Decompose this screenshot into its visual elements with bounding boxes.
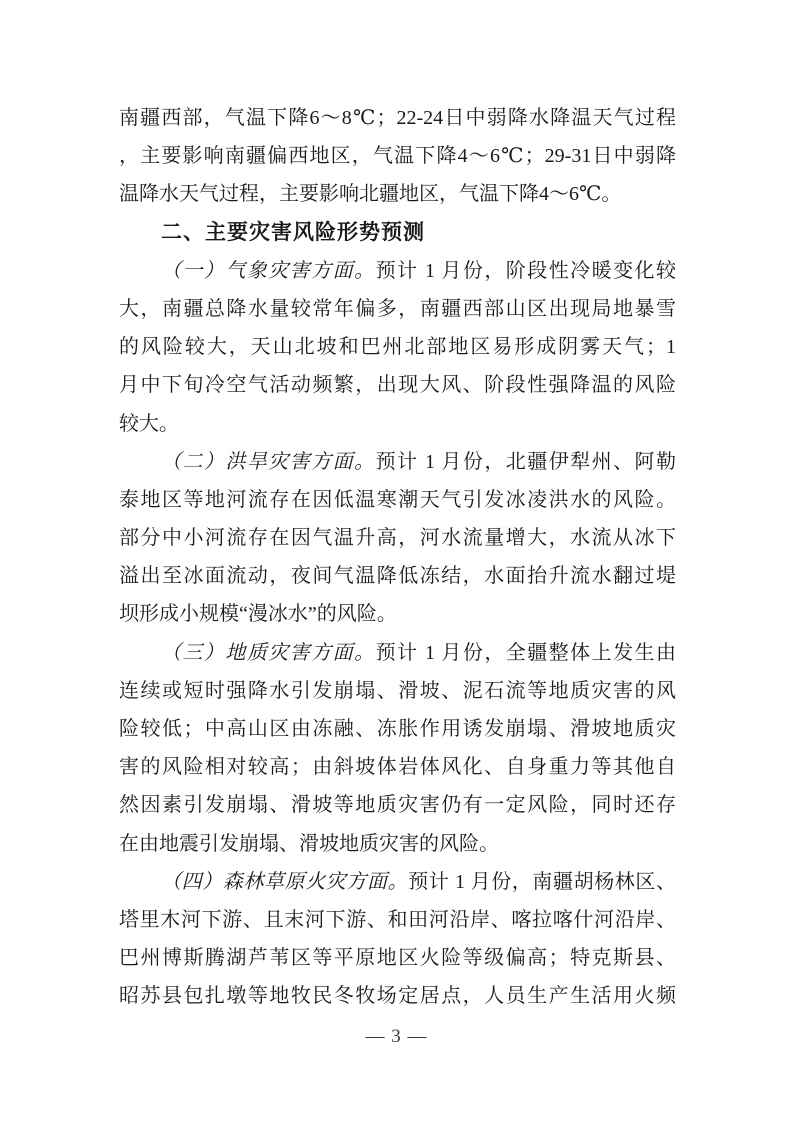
paragraph-flood-drought-hazard [119, 443, 676, 634]
body-line: 塔里木河下游、且末河下游、和田河沿岸、喀拉喀什河沿岸、 [119, 908, 676, 931]
body-line: 昭苏县包扎墩等地牧民冬牧场定居点，人员生产生活用火频 [119, 985, 676, 1008]
body-text: 预计 1 月份，阶段性冷暖变化较 [375, 259, 677, 282]
body-line: 部分中小河流存在因气温升高，河水流量增大，水流从冰下 [119, 527, 676, 550]
page-number: — 3 — [365, 1026, 428, 1047]
page-content [119, 99, 676, 1016]
subsection-lead: （四）森林草原火灾方面。 [161, 870, 409, 893]
body-line: 月中下旬冷空气活动频繁，出现大风、阶段性强降温的风险 [119, 374, 676, 397]
body-line: 连续或短时强降水引发崩塌、滑坡、泥石流等地质灾害的风 [119, 679, 676, 702]
paragraph-meteorological-hazard [119, 252, 676, 443]
section-heading: 二、主要灾害风险形势预测 [161, 220, 425, 244]
body-line [119, 863, 676, 901]
body-text: 预计 1 月份，北疆伊犁州、阿勒 [375, 450, 677, 473]
body-line: 的风险较大，天山北坡和巴州北部地区易形成阴雾天气；1 [119, 336, 676, 359]
body-line: 溢出至冰面流动，夜间气温降低冻结，水面抬升流水翻过堤 [119, 565, 676, 588]
intro-paragraph [119, 99, 676, 214]
body-line: 巴州博斯腾湖芦苇区等平原地区火险等级偏高；特克斯县、 [119, 947, 676, 970]
body-line: 温降水天气过程，主要影响北疆地区，气温下降4～6℃。 [119, 183, 622, 206]
subsection-lead: （一）气象灾害方面。 [161, 259, 376, 282]
body-line: 较大。 [119, 412, 179, 435]
subsection-lead: （二）洪旱灾害方面。 [161, 450, 376, 473]
paragraph-forest-grassland-fire [119, 863, 676, 1016]
body-line: 然因素引发崩塌、滑坡等地质灾害仍有一定风险，同时还存 [119, 794, 676, 817]
body-line [119, 443, 676, 481]
body-line: 大，南疆总降水量较常年偏多，南疆西部山区出现局地暴雪 [119, 297, 676, 320]
body-line: 泰地区等地河流存在因低温寒潮天气引发冰凌洪水的风险。 [119, 488, 676, 511]
body-line: 险较低；中高山区由冻融、冻胀作用诱发崩塌、滑坡地质灾 [119, 718, 676, 740]
body-line: 害的风险相对较高；由斜坡体岩体风化、自身重力等其他自 [119, 756, 676, 779]
body-text: 预计 1 月份，南疆胡杨林区、 [408, 870, 677, 893]
body-line [119, 252, 676, 290]
body-line [119, 634, 676, 672]
body-line: 坝形成小规模“漫冰水”的风险。 [119, 603, 397, 626]
body-text: 预计 1 月份，全疆整体上发生由 [375, 641, 677, 664]
body-line: ，主要影响南疆偏西地区，气温下降4～6℃；29-31日中弱降 [119, 145, 676, 168]
body-line: 南疆西部，气温下降6～8℃；22-24日中弱降水降温天气过程 [119, 107, 676, 129]
paragraph-geological-hazard [119, 634, 676, 863]
body-line: 在由地震引发崩塌、滑坡地质灾害的风险。 [119, 832, 499, 855]
subsection-lead: （三）地质灾害方面。 [161, 641, 376, 664]
